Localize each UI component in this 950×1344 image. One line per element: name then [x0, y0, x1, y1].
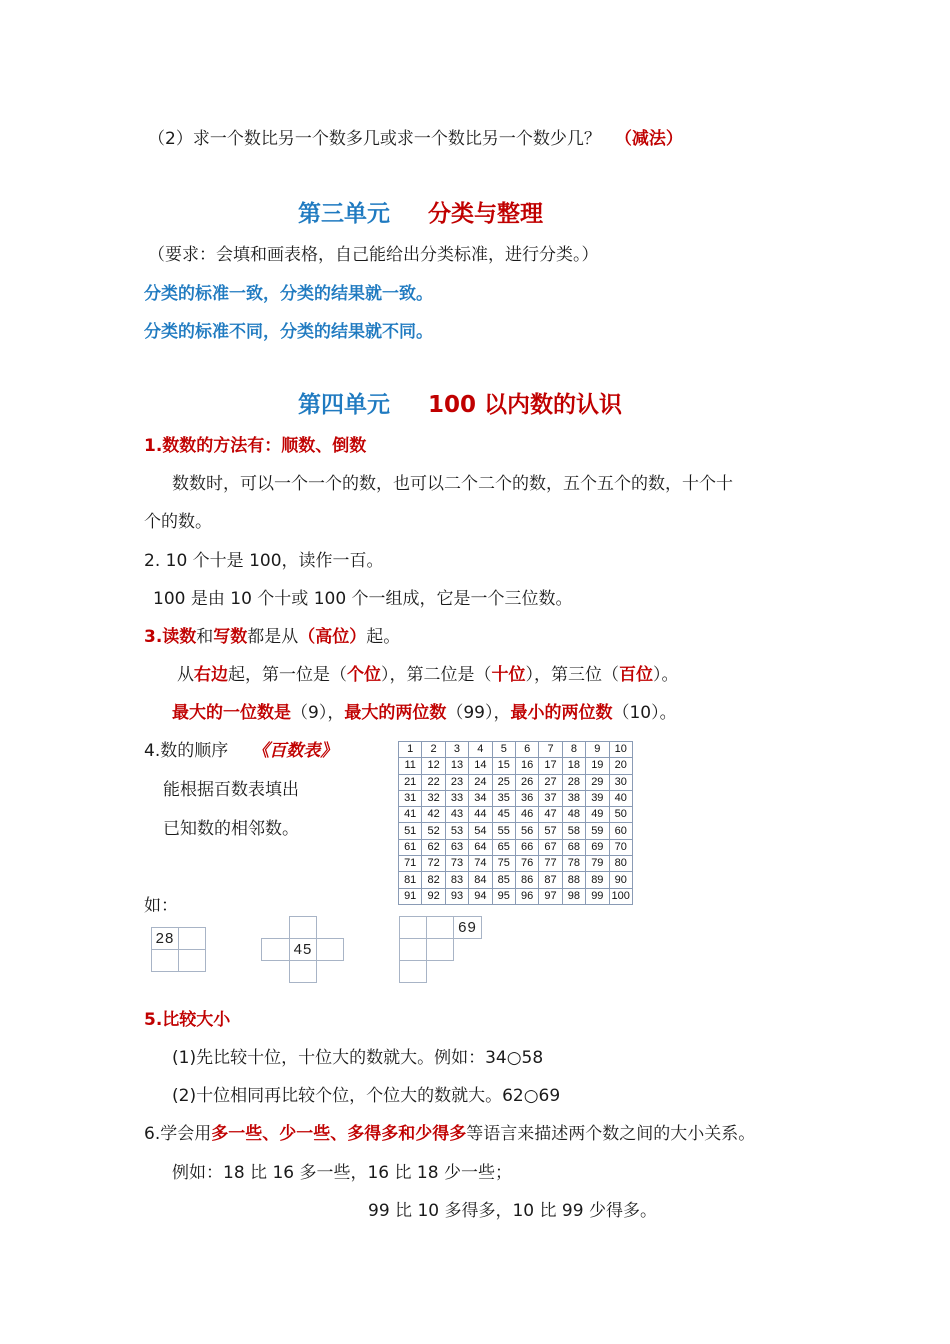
hundred-chart-cell: 53 — [445, 823, 468, 839]
point5-line2: (2)十位相同再比较个位，个位大的数就大。62○69 — [172, 1086, 561, 1106]
hundred-chart-cell: 70 — [609, 839, 632, 855]
hundred-chart-cell: 54 — [469, 823, 492, 839]
grid3-cell-blank — [426, 938, 454, 961]
hundred-chart-cell: 21 — [399, 774, 422, 790]
grid1-cell-blank — [178, 927, 206, 950]
hundred-chart-row — [399, 742, 633, 758]
hundred-chart-cell: 66 — [515, 839, 538, 855]
hundred-chart-cell: 85 — [492, 872, 515, 888]
hundred-chart-cell: 5 — [492, 742, 515, 758]
place-right-side: 右边 — [194, 665, 228, 685]
grid1-cell-value — [151, 927, 179, 950]
hundred-chart-cell: 13 — [445, 758, 468, 774]
hundred-chart-cell: 44 — [469, 807, 492, 823]
hundred-chart-cell: 40 — [609, 790, 632, 806]
hundred-chart-cell: 14 — [469, 758, 492, 774]
question-text: （2）求一个数比另一个数多几或求一个数比另一个数少几？ — [148, 129, 601, 149]
hundred-chart-cell: 78 — [562, 856, 585, 872]
question-answer: （减法） — [614, 129, 683, 149]
hundred-chart-cell: 46 — [515, 807, 538, 823]
hundred-chart-cell: 15 — [492, 758, 515, 774]
max-one-digit-value: （9）， — [291, 703, 345, 723]
hundred-chart-cell: 19 — [586, 758, 609, 774]
hundred-chart-cell: 52 — [422, 823, 445, 839]
hundred-chart-cell: 27 — [539, 774, 562, 790]
grid3-value: 69 — [458, 919, 477, 936]
hundred-chart-cell: 87 — [539, 872, 562, 888]
hundred-chart-cell: 26 — [515, 774, 538, 790]
hundred-chart-row — [399, 790, 633, 806]
hundred-chart-cell: 90 — [609, 872, 632, 888]
hundred-chart-row — [399, 839, 633, 855]
hundred-chart-cell: 63 — [445, 839, 468, 855]
point4-line2: 能根据百数表填出 — [163, 780, 299, 800]
grid3-cell-value — [453, 916, 482, 939]
hundred-chart-cell: 69 — [586, 839, 609, 855]
grid1-cell-blank — [178, 949, 206, 972]
grid3-cell-blank — [399, 938, 427, 961]
hundred-chart-cell: 35 — [492, 790, 515, 806]
unit3-heading — [298, 199, 543, 229]
place-ones: 个位 — [347, 665, 381, 685]
hundred-chart-cell: 48 — [562, 807, 585, 823]
grid2-value: 45 — [293, 941, 313, 958]
hundred-chart-cell: 12 — [422, 758, 445, 774]
point6-line1 — [144, 1122, 755, 1146]
unit4-heading-title: 100 以内数的认识 — [428, 392, 623, 418]
point4-line1 — [144, 739, 337, 763]
hundred-chart-row — [399, 888, 633, 904]
hundred-chart-cell: 68 — [562, 839, 585, 855]
grid2-cell-blank — [289, 916, 317, 939]
hundred-chart-cell: 59 — [586, 823, 609, 839]
hundred-chart-cell: 98 — [562, 888, 585, 904]
hundred-chart-cell: 1 — [399, 742, 422, 758]
grid1-value: 28 — [155, 930, 175, 947]
hundred-chart-cell: 31 — [399, 790, 422, 806]
point3-read: 3.读数 — [144, 627, 197, 647]
hundred-chart-cell: 91 — [399, 888, 422, 904]
hundred-chart-cell: 2 — [422, 742, 445, 758]
hundred-chart-cell: 88 — [562, 872, 585, 888]
grid2-cell-blank — [316, 938, 344, 961]
hundred-chart-cell: 11 — [399, 758, 422, 774]
point1-line1: 数数时，可以一个一个的数，也可以二个二个的数，五个五个的数，十个十 — [172, 474, 733, 494]
grid2-cell-blank — [261, 938, 290, 961]
hundred-chart-cell: 95 — [492, 888, 515, 904]
grid3-cell-blank — [399, 960, 427, 983]
hundred-chart-cell: 67 — [539, 839, 562, 855]
place-tens: 十位 — [491, 665, 526, 685]
point6-suffix: 等语言来描述两个数之间的大小关系。 — [466, 1124, 756, 1144]
hundred-chart-cell: 89 — [586, 872, 609, 888]
point4-hundred-chart-label: 《百数表》 — [252, 741, 338, 761]
min-two-digit: 最小的两位数 — [510, 703, 613, 723]
point6-terms: 多一些、少一些、多得多和少得多 — [211, 1124, 467, 1144]
hundred-chart-cell: 57 — [539, 823, 562, 839]
max-one-digit: 最大的一位数是 — [172, 703, 291, 723]
grid2-cell-value — [289, 938, 317, 961]
unit4-heading-num: 第四单元 — [298, 392, 390, 418]
grid3-cell-blank — [399, 916, 427, 939]
place-text-a: 从 — [177, 665, 194, 685]
point3-start: 起。 — [366, 627, 401, 647]
hundred-chart — [398, 741, 633, 905]
point4-title: 4.数的顺序 — [144, 741, 229, 761]
hundred-chart-cell: 58 — [562, 823, 585, 839]
hundred-chart-cell: 65 — [492, 839, 515, 855]
place-hundreds: 百位 — [619, 665, 653, 685]
hundred-chart-cell: 51 — [399, 823, 422, 839]
point6-line3: 99 比 10 多得多，10 比 99 少得多。 — [368, 1201, 657, 1221]
hundred-chart-cell: 22 — [422, 774, 445, 790]
grid1-cell-blank — [151, 949, 179, 972]
hundred-chart-cell: 3 — [445, 742, 468, 758]
hundred-chart-row — [399, 872, 633, 888]
point1-title: 1.数数的方法有：顺数、倒数 — [144, 436, 367, 456]
point5-line1: (1)先比较十位，十位大的数就大。例如：34○58 — [172, 1048, 544, 1068]
point3-line1 — [144, 625, 400, 649]
hundred-chart-cell: 28 — [562, 774, 585, 790]
hundred-chart-cell: 72 — [422, 856, 445, 872]
hundred-chart-cell: 30 — [609, 774, 632, 790]
point2-line1: 2. 10 个十是 100，读作一百。 — [144, 551, 384, 571]
hundred-chart-cell: 96 — [515, 888, 538, 904]
example-label: 如： — [144, 896, 178, 916]
hundred-chart-cell: 42 — [422, 807, 445, 823]
place-text-i: ）。 — [653, 665, 679, 685]
hundred-chart-cell: 55 — [492, 823, 515, 839]
hundred-chart-cell: 10 — [609, 742, 632, 758]
hundred-chart-cell: 79 — [586, 856, 609, 872]
hundred-chart-cell: 60 — [609, 823, 632, 839]
hundred-chart-cell: 73 — [445, 856, 468, 872]
point2-line2: 100 是由 10 个十或 100 个一组成，它是一个三位数。 — [153, 589, 573, 609]
hundred-chart-cell: 86 — [515, 872, 538, 888]
point3-line2 — [177, 663, 679, 687]
place-text-c: 起，第一位是（ — [228, 665, 347, 685]
hundred-chart-cell: 39 — [586, 790, 609, 806]
hundred-chart-cell: 33 — [445, 790, 468, 806]
grid3-cell-blank — [426, 916, 454, 939]
hundred-chart-cell: 20 — [609, 758, 632, 774]
hundred-chart-cell: 71 — [399, 856, 422, 872]
hundred-chart-cell: 24 — [469, 774, 492, 790]
hundred-chart-cell: 17 — [539, 758, 562, 774]
hundred-chart-cell: 50 — [609, 807, 632, 823]
hundred-chart-row — [399, 856, 633, 872]
place-text-g: ），第三位（ — [525, 665, 619, 685]
hundred-chart-cell: 18 — [562, 758, 585, 774]
hundred-chart-cell: 6 — [515, 742, 538, 758]
hundred-chart-cell: 37 — [539, 790, 562, 806]
hundred-chart-cell: 100 — [609, 888, 632, 904]
hundred-chart-cell: 97 — [539, 888, 562, 904]
hundred-chart-cell: 32 — [422, 790, 445, 806]
point3-from: 都是从 — [247, 627, 299, 647]
hundred-chart-cell: 45 — [492, 807, 515, 823]
point1-line2: 个的数。 — [144, 512, 212, 532]
point3-high-place: （高位） — [298, 627, 367, 647]
hundred-chart-cell: 93 — [445, 888, 468, 904]
hundred-chart-cell: 76 — [515, 856, 538, 872]
hundred-chart-cell: 82 — [422, 872, 445, 888]
hundred-chart-cell: 83 — [445, 872, 468, 888]
hundred-chart-cell: 34 — [469, 790, 492, 806]
max-two-digit-value: （99）， — [446, 703, 511, 723]
unit3-requirement: （要求：会填和画表格，自己能给出分类标准，进行分类。） — [148, 245, 599, 265]
hundred-chart-cell: 41 — [399, 807, 422, 823]
hundred-chart-cell: 36 — [515, 790, 538, 806]
point3-line3 — [172, 701, 677, 725]
hundred-chart-cell: 43 — [445, 807, 468, 823]
hundred-chart-cell: 64 — [469, 839, 492, 855]
point5-title: 5.比较大小 — [144, 1010, 231, 1030]
hundred-chart-cell: 62 — [422, 839, 445, 855]
point3-and: 和 — [196, 627, 214, 647]
grid2-cell-blank — [289, 960, 317, 983]
hundred-chart-cell: 9 — [586, 742, 609, 758]
hundred-chart-cell: 56 — [515, 823, 538, 839]
hundred-chart-cell: 94 — [469, 888, 492, 904]
point6-line2: 例如：18 比 16 多一些，16 比 18 少一些； — [172, 1163, 512, 1183]
unit3-rule-2: 分类的标准不同，分类的结果就不同。 — [144, 322, 433, 342]
max-two-digit: 最大的两位数 — [344, 703, 447, 723]
hundred-chart-cell: 16 — [515, 758, 538, 774]
hundred-chart-cell: 47 — [539, 807, 562, 823]
unit3-heading-num: 第三单元 — [298, 201, 390, 227]
min-two-digit-value: （10）。 — [612, 703, 677, 723]
point4-line3: 已知数的相邻数。 — [163, 819, 299, 839]
question-line — [148, 127, 683, 151]
hundred-chart-cell: 77 — [539, 856, 562, 872]
hundred-chart-cell: 23 — [445, 774, 468, 790]
hundred-chart-row — [399, 774, 633, 790]
hundred-chart-cell: 81 — [399, 872, 422, 888]
unit3-rule-1: 分类的标准一致，分类的结果就一致。 — [144, 284, 433, 304]
hundred-chart-row — [399, 758, 633, 774]
hundred-chart-row — [399, 807, 633, 823]
hundred-chart-cell: 74 — [469, 856, 492, 872]
hundred-chart-cell: 99 — [586, 888, 609, 904]
hundred-chart-cell: 80 — [609, 856, 632, 872]
hundred-chart-cell: 75 — [492, 856, 515, 872]
point3-write: 写数 — [213, 627, 248, 647]
hundred-chart-cell: 25 — [492, 774, 515, 790]
hundred-chart-cell: 8 — [562, 742, 585, 758]
hundred-chart-row — [399, 823, 633, 839]
unit4-heading — [298, 390, 622, 420]
hundred-chart-cell: 92 — [422, 888, 445, 904]
hundred-chart-cell: 29 — [586, 774, 609, 790]
point6-prefix: 6.学会用 — [144, 1124, 212, 1144]
hundred-chart-cell: 49 — [586, 807, 609, 823]
unit3-heading-title: 分类与整理 — [428, 201, 543, 227]
hundred-chart-cell: 4 — [469, 742, 492, 758]
place-text-e: ），第二位是（ — [381, 665, 492, 685]
hundred-chart-cell: 84 — [469, 872, 492, 888]
hundred-chart-cell: 38 — [562, 790, 585, 806]
hundred-chart-cell: 7 — [539, 742, 562, 758]
hundred-chart-cell: 61 — [399, 839, 422, 855]
